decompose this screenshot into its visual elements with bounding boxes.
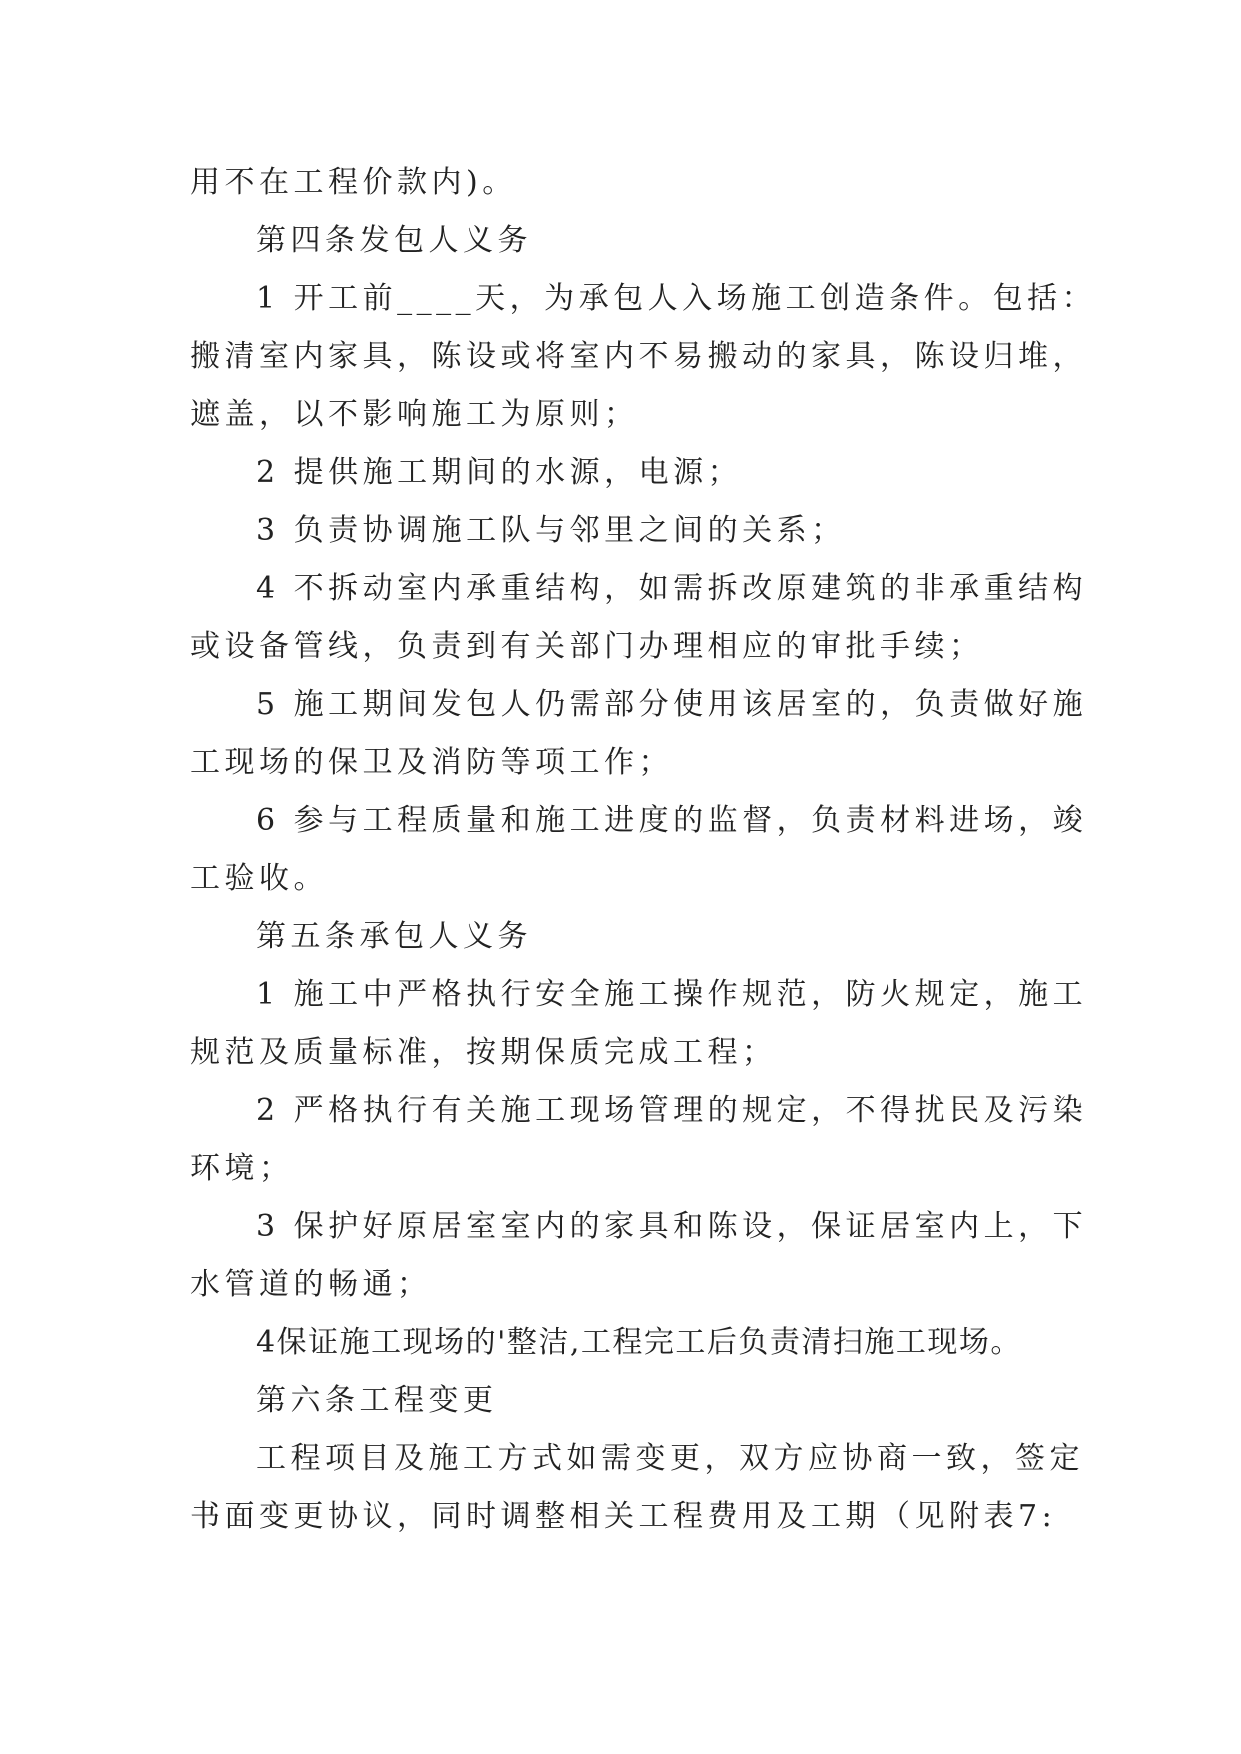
text-line: 工程项目及施工方式如需变更，双方应协商一致，签定	[256, 1441, 1084, 1476]
text-line: 2 严格执行有关施工现场管理的规定，不得扰民及污染	[256, 1093, 1088, 1128]
text-line: 搬清室内家具，陈设或将室内不易搬动的家具，陈设归堆，	[190, 339, 1087, 374]
text-line: 水管道的畅通；	[190, 1267, 432, 1302]
text-line: 4 不拆动室内承重结构，如需拆改原建筑的非承重结构	[256, 571, 1088, 606]
text-line: 1 开工前____天，为承包人入场施工创造条件。包括：	[256, 281, 1097, 316]
text-line: 遮盖，以不影响施工为原则；	[190, 397, 639, 432]
text-line: 1 施工中严格执行安全施工操作规范，防火规定，施工	[256, 977, 1088, 1012]
section-heading: 第五条承包人义务	[256, 919, 532, 954]
text-line: 用不在工程价款内)。	[190, 165, 517, 200]
text-line: 工现场的保卫及消防等项工作；	[190, 745, 673, 780]
section-heading: 第四条发包人义务	[256, 223, 532, 258]
text-line: 6 参与工程质量和施工进度的监督，负责材料进场，竣	[256, 803, 1088, 838]
text-line: 3 负责协调施工队与邻里之间的关系；	[256, 513, 846, 548]
text-line: 工验收。	[190, 861, 328, 896]
document-body	[190, 154, 1097, 1546]
text-line: 规范及质量标准，按期保质完成工程；	[190, 1035, 777, 1070]
text-line: 环境；	[190, 1151, 294, 1186]
text-line: 5 施工期间发包人仍需部分使用该居室的，负责做好施	[256, 687, 1088, 722]
section-heading: 第六条工程变更	[256, 1383, 498, 1418]
text-line: 3 保护好原居室室内的家具和陈设，保证居室内上，下	[256, 1209, 1088, 1244]
text-line: 书面变更协议，同时调整相关工程费用及工期（见附表7:	[190, 1499, 1057, 1534]
text-line: 4保证施工现场的'整洁,工程完工后负责清扫施工现场。	[256, 1325, 1022, 1360]
text-line: 或设备管线，负责到有关部门办理相应的审批手续；	[190, 629, 984, 664]
text-line: 2 提供施工期间的水源，电源；	[256, 455, 743, 490]
